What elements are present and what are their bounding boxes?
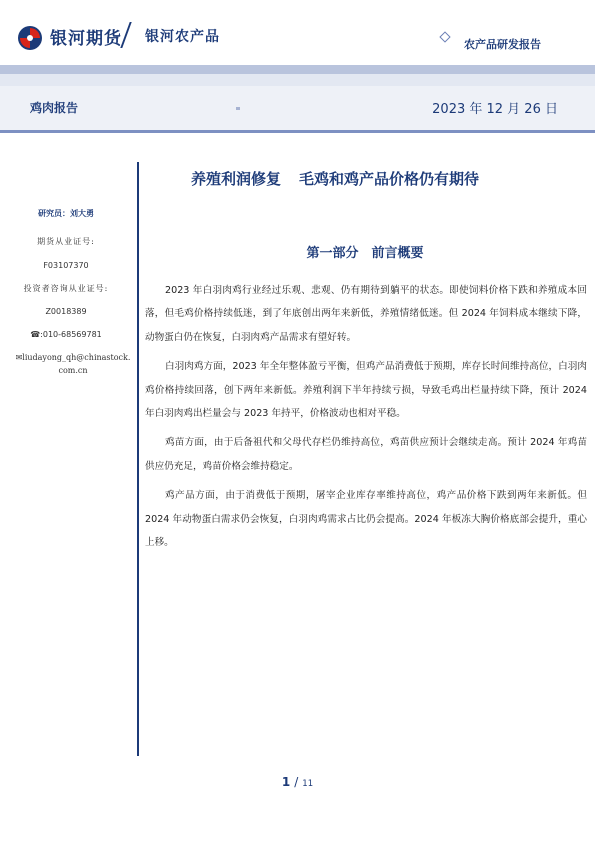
consult-license-number: Z0018389: [45, 307, 87, 316]
banner-decoration: [236, 107, 240, 110]
license-number: F03107370: [43, 261, 89, 270]
consult-license-label: 投资者咨询从业证号:: [23, 284, 109, 293]
brand-secondary: 银河农产品: [145, 29, 220, 45]
brand-primary: 银河期货: [50, 29, 122, 49]
paragraph: 鸡苗方面，由于后备祖代和父母代存栏仍维持高位，鸡苗供应预计会继续走高。预计 2024 年鸡苗供应仍充足，鸡苗价格会维持稳定。: [145, 437, 587, 472]
title-part-2: 毛鸡和鸡产品价格仍有期待: [299, 170, 480, 188]
paragraph: 2023 年白羽肉鸡行业经过乐观、悲观、仍有期待到躺平的状态。即使饲料价格下跌和养殖成本回落，但毛鸡价格持续低迷，到了年底创出两年来新低，养殖情绪低迷。但 2024 年饲料成本继续下降，动物蛋白仍在恢复，白羽肉鸡产品需求有望好转。: [145, 285, 587, 343]
page-header: [0, 0, 595, 74]
title-part-1: 养殖利润修复: [190, 170, 281, 188]
analyst-name: 研究员：刘大勇: [38, 208, 94, 218]
header-band-light: [0, 74, 595, 86]
report-type: 农产品研发报告: [464, 38, 541, 51]
paragraph: 白羽肉鸡方面，2023 年全年整体盈亏平衡，但鸡产品消费低于预期，库存长时间维持高位，白羽肉鸡价格持续回落，创下两年来新低。养殖利润下半年持续亏损，导致毛鸡出栏量持续下降，预计 2024 年白羽肉鸡出栏量会与 2023 年持平，价格波动也相对平稳。: [145, 361, 587, 420]
analyst-phone: ☎:010-68569781: [30, 330, 102, 339]
page-total: 11: [302, 779, 314, 789]
article-body: [145, 279, 587, 560]
page-number: [0, 771, 595, 790]
galaxy-logo-icon: [17, 25, 43, 51]
analyst-email[interactable]: ✉liudayong_qh@chinastock.com.cn: [15, 353, 131, 375]
report-title: [160, 168, 510, 189]
license-label: 期货从业证号:: [37, 237, 95, 246]
page-current: 1: [281, 775, 291, 789]
paragraph: 鸡产品方面，由于消费低于预期，屠宰企业库存率维持高位，鸡产品价格下跌到两年来新低。但 2024 年动物蛋白需求仍会恢复，白羽肉鸡需求占比仍会提高。2024 年板冻大胸价格底部会提升，重心上移。: [145, 490, 587, 549]
banner-underline: [0, 130, 595, 133]
section-label: 鸡肉报告: [30, 101, 79, 115]
header-band: [0, 65, 595, 74]
diamond-icon: [439, 31, 450, 42]
sidebar-divider: [137, 162, 139, 756]
section-heading: 第一部分 前言概要: [306, 246, 424, 261]
report-date: 2023 年 12 月 26 日: [432, 102, 558, 117]
page-separator: /: [294, 775, 299, 789]
